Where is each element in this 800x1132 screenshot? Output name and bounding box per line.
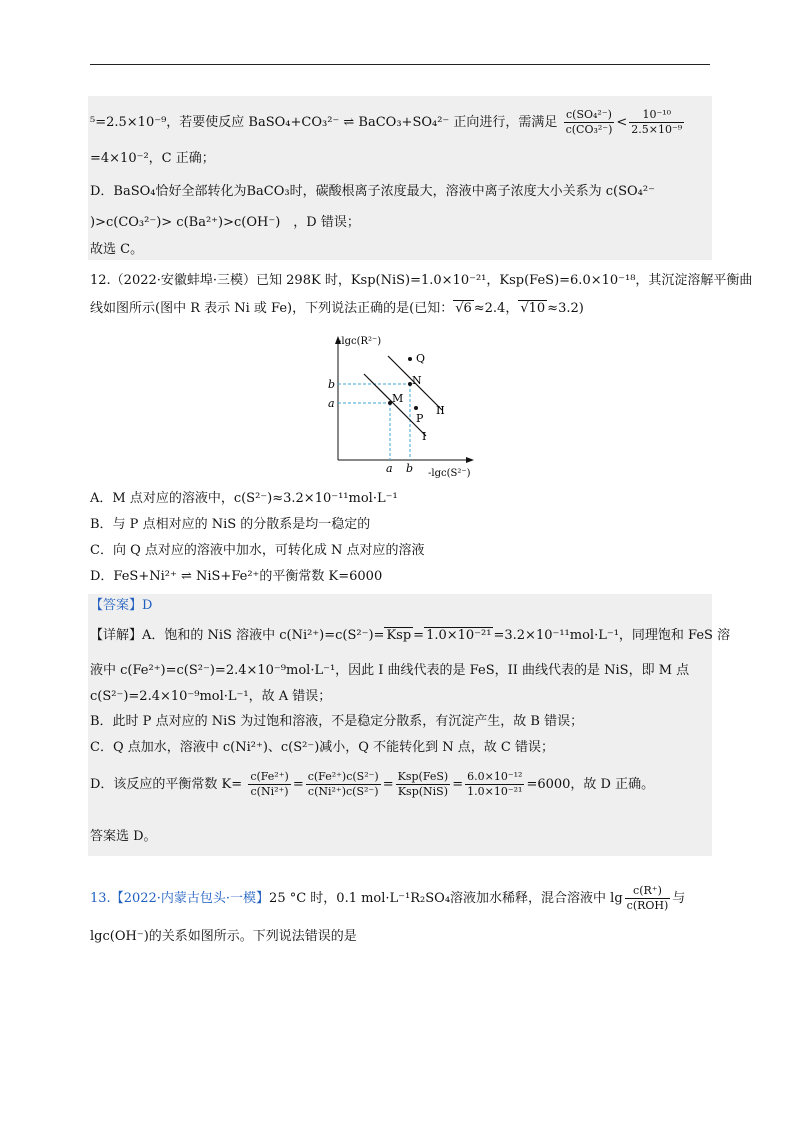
solution-line-2: 液中 c(Fe²⁺)=c(S²⁻)=2.4×10⁻⁹mol·L⁻¹，因此 I 曲线代表的是 FeS，II 曲线代表的是 NiS，即 M 点 bbox=[90, 663, 690, 678]
q13-line-2: lgc(OH⁻)的关系如图所示。下列说法错误的是 bbox=[90, 929, 357, 944]
fraction-2 bbox=[306, 770, 381, 799]
fraction-1 bbox=[248, 770, 291, 799]
frac-den: c(CO₃²⁻) bbox=[565, 123, 613, 136]
analysis-line-2: =4×10⁻²，C 正确； bbox=[90, 151, 215, 166]
question-source: 【2022·内蒙古包头·一模】 bbox=[110, 891, 270, 906]
xtick-b: b bbox=[406, 462, 414, 475]
frac-den: Ksp(NiS) bbox=[397, 785, 448, 798]
analysis-line-5: 故选 C。 bbox=[90, 242, 144, 257]
frac-num: c(Fe²⁺) bbox=[250, 770, 289, 783]
text: ≈3.2) bbox=[547, 301, 584, 316]
q12-option-b: B．与 P 点相对应的 NiS 的分散系是均一稳定的 bbox=[90, 517, 371, 532]
fraction-ksp bbox=[629, 108, 684, 137]
answer-label: 【答案】D bbox=[90, 598, 153, 613]
fraction-4 bbox=[465, 770, 524, 799]
solubility-graph bbox=[300, 326, 500, 486]
point-q bbox=[408, 357, 412, 361]
label-n: N bbox=[412, 374, 422, 387]
q13-line-1 bbox=[90, 884, 685, 913]
text: =6000，故 D 正确。 bbox=[526, 777, 655, 792]
x-axis-label: -lgc(S²⁻) bbox=[428, 468, 471, 479]
frac-den: c(Ni²⁺) bbox=[250, 785, 289, 798]
text: ≈2.4， bbox=[473, 301, 519, 316]
lt-sign: < bbox=[616, 115, 628, 130]
q12-option-d: D．FeS+Ni²⁺ ⇌ NiS+Fe²⁺的平衡常数 K=6000 bbox=[90, 569, 383, 584]
text: = bbox=[413, 628, 425, 643]
q12-line-2 bbox=[90, 300, 584, 318]
frac-den: c(ROH) bbox=[626, 899, 669, 912]
frac-den: 1.0×10⁻²¹ bbox=[467, 785, 523, 798]
sqrt-6: √6 bbox=[455, 301, 472, 316]
solution-line-6: D．该反应的平衡常数 K= $\frac{\text{c(Fe²⁺)}}{\text{c(Ni²⁺)}}$ = $\frac{\text{c(Fe²⁺)c(S²⁻)}}{\text{c(Ni²⁺)c(S²⁻)}}$ = $\frac{\text{Ksp(FeS)}}{\text{Ksp(NiS)}}$ = $\frac{\text{6.0×10⁻¹²}}{\text{1.0×10⁻²¹}}$ =6000，故 D 正确。 bbox=[90, 770, 655, 798]
fraction-3 bbox=[396, 770, 451, 799]
text: 25 °C 时，0.1 mol·L⁻¹R₂SO₄溶液加水稀释，混合溶液中 lg bbox=[269, 891, 623, 906]
label-m: M bbox=[392, 392, 404, 405]
frac-den: 2.5×10⁻⁹ bbox=[631, 123, 683, 136]
q12-option-c: C．向 Q 点对应的溶液中加水，可转化成 N 点对应的溶液 bbox=[90, 543, 425, 558]
solution-line-4: B．此时 P 点对应的 NiS 为过饱和溶液，不是稳定分散系，有沉淀产生，故 B 错误； bbox=[90, 714, 584, 729]
text: 【详解】A．饱和的 NiS 溶液中 c(Ni²⁺)=c(S²⁻)= bbox=[90, 628, 385, 643]
sqrt-ksp: Ksp bbox=[386, 628, 412, 643]
q12-line-1: 12.（2022·安徽蚌埠·三模）已知 298K 时，Ksp(NiS)=1.0×10⁻²¹，Ksp(FeS)=6.0×10⁻¹⁸，其沉淀溶解平衡曲 bbox=[90, 273, 753, 288]
ytick-b: b bbox=[328, 378, 336, 391]
y-axis-label: -lgc(R²⁻) bbox=[338, 336, 382, 347]
header-rule bbox=[90, 64, 710, 65]
q12-option-a: A．M 点对应的溶液中，c(S²⁻)≈3.2×10⁻¹¹mol·L⁻¹ bbox=[90, 491, 398, 506]
text: D．该反应的平衡常数 K= bbox=[90, 777, 243, 792]
text: ⁵=2.5×10⁻⁹，若要使反应 BaSO₄+CO₃²⁻ ⇌ BaCO₃+SO₄²⁻ 正向进行，需满足 bbox=[90, 115, 558, 130]
solution-line-7: 答案选 D。 bbox=[90, 829, 157, 844]
solution-line-3: c(S²⁻)=2.4×10⁻⁹mol·L⁻¹，故 A 错误； bbox=[90, 689, 332, 704]
x-axis-arrow bbox=[466, 457, 474, 463]
solution-line-5: C．Q 点加水，溶液中 c(Ni²⁺)、c(S²⁻)减小，Q 不能转化到 N 点，故 C 错误； bbox=[90, 740, 554, 755]
label-q: Q bbox=[416, 352, 426, 365]
frac-num: 10⁻¹⁰ bbox=[629, 108, 684, 123]
label-curve-i: I bbox=[422, 430, 427, 443]
label-curve-ii: II bbox=[436, 404, 445, 417]
frac-den: c(Ni²⁺)c(S²⁻) bbox=[307, 785, 379, 798]
fraction-r-roh bbox=[625, 884, 671, 913]
sqrt-10: √10 bbox=[520, 301, 546, 316]
analysis-line-1 bbox=[90, 108, 686, 137]
text: =3.2×10⁻¹¹mol·L⁻¹，同理饱和 FeS 溶 bbox=[493, 628, 731, 643]
frac-num: c(SO₄²⁻) bbox=[564, 108, 615, 123]
frac-num: c(R⁺) bbox=[625, 884, 671, 899]
analysis-line-3: D．BaSO₄恰好全部转化为BaCO₃时，碳酸根离子浓度最大，溶液中离子浓度大小关系为 c(SO₄²⁻ bbox=[90, 184, 655, 199]
solution-line-1 bbox=[90, 627, 730, 645]
analysis-line-4: )>c(CO₃²⁻)> c(Ba²⁺)>c(OH⁻) ，D 错误； bbox=[90, 215, 360, 230]
ytick-a: a bbox=[328, 397, 335, 410]
sqrt-value: 1.0×10⁻²¹ bbox=[426, 628, 492, 643]
frac-num: 6.0×10⁻¹² bbox=[467, 770, 523, 783]
text: 与 bbox=[672, 891, 686, 906]
question-number: 13. bbox=[90, 891, 111, 906]
frac-num: Ksp(FeS) bbox=[397, 770, 449, 783]
label-p: P bbox=[416, 412, 424, 425]
fraction-so4-co3 bbox=[564, 108, 615, 137]
point-p bbox=[414, 406, 418, 410]
xtick-a: a bbox=[386, 462, 393, 475]
frac-num: c(Fe²⁺)c(S²⁻) bbox=[307, 770, 379, 783]
text: 线如图所示(图中 R 表示 Ni 或 Fe)，下列说法正确的是(已知： bbox=[90, 301, 454, 316]
